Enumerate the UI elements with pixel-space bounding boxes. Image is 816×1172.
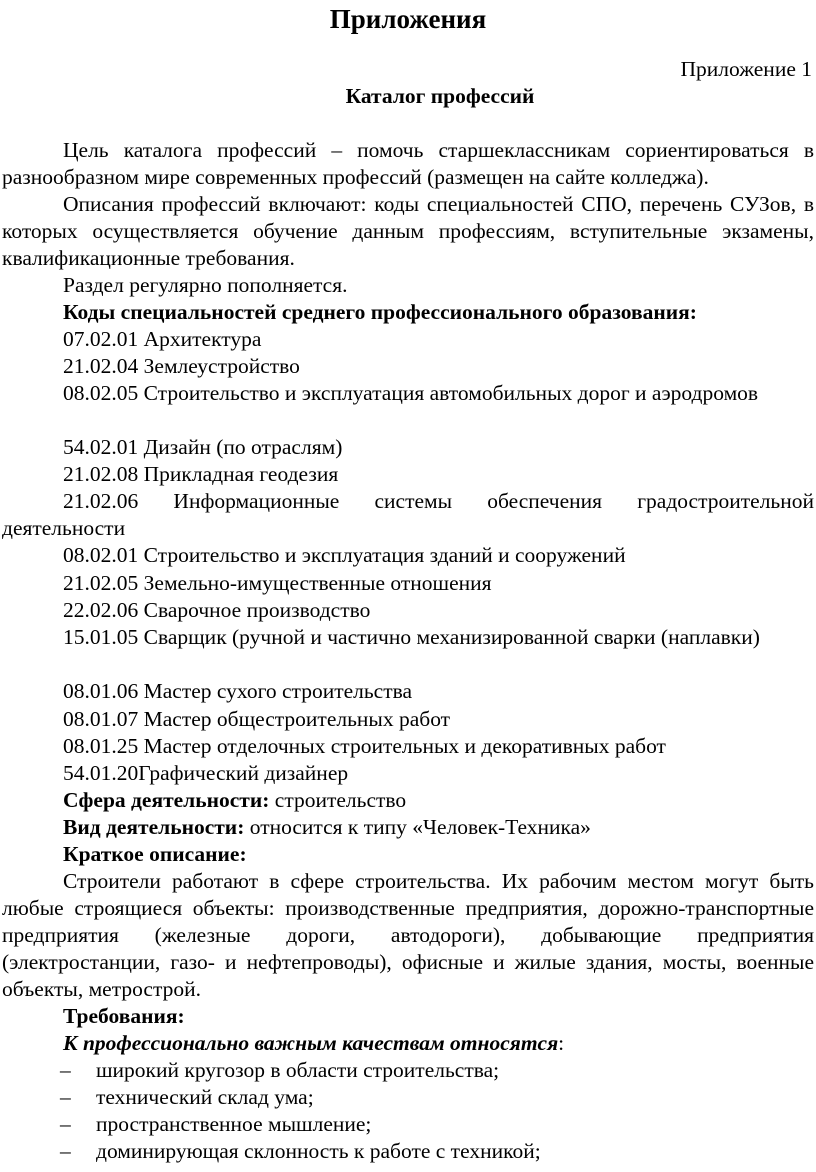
activity-value: относится к типу «Человек-Техника» xyxy=(244,815,591,839)
code-item: 08.01.06 Мастер сухого строительства xyxy=(63,679,413,703)
code-item: 54.01.20Графический дизайнер xyxy=(63,761,349,785)
quality-item xyxy=(60,1111,371,1138)
code-item: 08.01.25 Мастер отделочных строительных и декоративных работ xyxy=(63,734,666,758)
short-description-text: Строители работают в сфере строительства. Их рабочим местом могут быть любые строящиеся объекты: производственные предприятия, дорожно-транспортные предприятия (железные дороги, автодороги), добывающие предприятия (электростанции, газо- и нефтепроводы), офисные и жилые здания, мосты, военные объекты, метрострой. xyxy=(2,869,814,1001)
quality-item xyxy=(60,1057,499,1084)
dash-bullet-icon: ‒ xyxy=(60,1112,71,1136)
page-title: Приложения xyxy=(329,4,487,34)
codes-heading: Коды специальностей среднего профессионального образования: xyxy=(63,300,697,324)
code-item: 21.02.04 Землеустройство xyxy=(63,354,300,378)
code-item: 15.01.05 Сварщик (ручной и частично механизированной сварки (наплавки) xyxy=(63,625,760,649)
code-item: 08.02.01 Строительство и эксплуатация зданий и сооружений xyxy=(63,543,626,567)
qualities-heading xyxy=(63,1030,564,1057)
dash-bullet-icon: ‒ xyxy=(60,1058,71,1082)
quality-text: технический склад ума; xyxy=(96,1085,314,1109)
code-item: 21.02.06 Информационные системы обеспечения градостроительной деятельности xyxy=(2,489,814,540)
quality-item xyxy=(60,1084,314,1111)
intro-paragraph-goal: Цель каталога профессий – помочь старшеклассникам сориентироваться в разнообразном мире современных профессий (размещен на сайте колледжа). xyxy=(2,138,814,189)
code-item: 08.02.05 Строительство и эксплуатация автомобильных дорог и аэродромов xyxy=(63,381,759,405)
quality-text: широкий кругозор в области строительства; xyxy=(96,1058,500,1082)
short-description-heading: Краткое описание: xyxy=(63,842,247,866)
intro-paragraph-updates: Раздел регулярно пополняется. xyxy=(63,273,348,297)
quality-item xyxy=(60,1138,541,1165)
sphere-label: Сфера деятельности: xyxy=(63,788,270,812)
quality-text: доминирующая склонность к работе с техникой; xyxy=(96,1139,541,1163)
code-item: 21.02.05 Земельно-имущественные отношения xyxy=(63,571,492,595)
code-item: 07.02.01 Архитектура xyxy=(63,327,262,351)
sphere-value: строительство xyxy=(269,788,407,812)
qualities-heading-colon: : xyxy=(558,1031,565,1055)
activity-line xyxy=(63,814,591,841)
dash-bullet-icon: ‒ xyxy=(60,1085,71,1109)
appendix-label: Приложение 1 xyxy=(680,57,812,81)
code-item: 54.02.01 Дизайн (по отраслям) xyxy=(63,435,343,459)
code-item: 08.01.07 Мастер общестроительных работ xyxy=(63,707,451,731)
activity-label: Вид деятельности: xyxy=(63,815,245,839)
qualities-heading-text: К профессионально важным качествам относятся xyxy=(63,1031,559,1055)
sphere-line xyxy=(63,787,406,814)
code-item: 22.02.06 Сварочное производство xyxy=(63,598,371,622)
intro-paragraph-descriptions: Описания профессий включают: коды специальностей СПО, перечень СУЗов, в которых осуществляется обучение данным профессиям, вступительные экзамены, квалификационные требования. xyxy=(2,192,814,270)
code-item: 21.02.08 Прикладная геодезия xyxy=(63,462,339,486)
requirements-heading: Требования: xyxy=(63,1004,185,1028)
dash-bullet-icon: ‒ xyxy=(60,1139,71,1163)
quality-text: пространственное мышление; xyxy=(96,1112,372,1136)
catalog-title: Каталог профессий xyxy=(345,84,535,108)
